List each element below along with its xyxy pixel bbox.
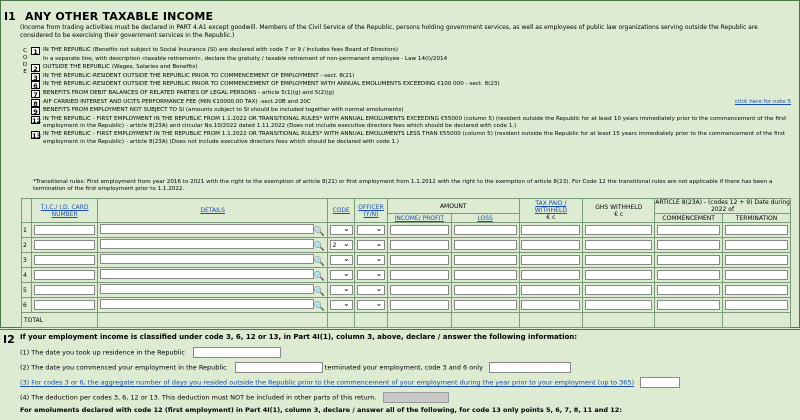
termination-header: TERMINATION	[723, 214, 791, 223]
loss-input[interactable]	[454, 225, 517, 235]
code-item	[31, 81, 791, 89]
code-description: BENEFITS FROM EMPLOYMENT NOT SUBJECT TO SI (amounts subject to SI should be included together with normal emoluments)	[43, 107, 404, 114]
row-number: 3	[22, 253, 32, 268]
officer-header: OFFICER (Y/N)	[355, 199, 388, 223]
table-row	[22, 223, 791, 238]
code-item	[31, 107, 791, 115]
row-num-header	[22, 199, 32, 223]
code-description: BENEFITS FROM DEBIT BALANCES OF RELATED PARTIES OF LEGAL PERSONS - article 5(1)(g) and 5(2)(g)	[43, 89, 335, 96]
details-header: DETAILS	[98, 199, 328, 223]
loss-input[interactable]	[454, 270, 517, 280]
code-letters: C O D E	[22, 48, 28, 75]
commenced-date-input[interactable]	[235, 362, 323, 373]
tic-input[interactable]	[34, 285, 95, 295]
tic-input[interactable]	[34, 270, 95, 280]
row-number: 5	[22, 283, 32, 298]
termination-input[interactable]	[725, 225, 788, 235]
section2-number: I2	[3, 333, 15, 346]
tax-paid-input[interactable]	[521, 270, 580, 280]
code-select[interactable]	[330, 270, 353, 280]
details-input[interactable]	[100, 254, 313, 264]
code-number-box: 9	[31, 107, 40, 115]
code-list	[31, 47, 791, 147]
code-item	[31, 116, 791, 131]
details-input[interactable]	[100, 269, 313, 279]
days-outside-line: (3) For codes 3 or 6, the aggregate number of days you resided outside the Republic prior to the commencement of your employment during the year prior to your employment (up to 365)	[20, 377, 680, 388]
table-row	[22, 298, 791, 313]
table-row	[22, 268, 791, 283]
income-table	[21, 198, 791, 328]
code-number-box: 12	[32, 116, 42, 125]
code-description: IN THE REPUBLIC-RESIDENT OUTSIDE THE REPUBLIC PRIOR TO COMMENCEMENT OF EMPLOYMENT WITH ANNUAL EMOLUMENTS EXCEEDING €100 000 - sect. 8(23)	[43, 81, 500, 88]
code-description: IN THE REPUBLIC - FIRST EMPLOYMENT IN THE REPUBLIC FROM 1.1.2022 OR TRANSITIONAL RULES* WITH ANNUAL EMOLUMENTS EXCEEDING €55000 (column 5) (resident outside the Republic for at least 10 years immediately prior to the commencement of the first employment in the Republic) - article 8(23A) and circular No.10/2022 dated 1.11.2022 (Does not include executive directors fees which should be declared with code 1.)	[43, 115, 787, 130]
row-number: 4	[22, 268, 32, 283]
ghs-input[interactable]	[585, 240, 652, 250]
code-header: CODE	[328, 199, 355, 223]
commencement-header: COMMENCEMENT	[655, 214, 723, 223]
code-number-box: 2	[31, 64, 40, 72]
termination-input[interactable]	[725, 285, 788, 295]
loss-input[interactable]	[454, 255, 517, 265]
details-input[interactable]	[100, 224, 313, 234]
terminated-date-input[interactable]	[489, 362, 571, 373]
commencement-input[interactable]	[657, 300, 720, 310]
row-number: 2	[22, 238, 32, 253]
code-item	[31, 47, 791, 55]
commencement-input[interactable]	[657, 225, 720, 235]
code-number-box: 1	[31, 47, 40, 55]
search-icon[interactable]: 🔍	[313, 256, 325, 267]
officer-select[interactable]	[357, 270, 386, 280]
search-icon[interactable]: 🔍	[313, 286, 325, 297]
code-select[interactable]	[330, 285, 353, 295]
residence-date-line: (1) The date you took up residence in the Republic	[20, 347, 281, 358]
code-description: IN THE REPUBLIC-RESIDENT OUTSIDE THE REPUBLIC PRIOR TO COMMENCEMENT OF EMPLOYMENT - sect. 8(21)	[43, 72, 355, 79]
emoluments-instructions: For emoluments declared with code 12 (first employment) in Part 4I(1), column 3, declare / answer all of the following, for code 13 only points 5, 6, 7, 8, 11 and 12:	[20, 406, 622, 414]
code-item	[31, 56, 791, 64]
code-select[interactable]	[330, 300, 353, 310]
income-input[interactable]	[390, 300, 449, 310]
income-input[interactable]	[390, 285, 449, 295]
amount-header: AMOUNT	[387, 199, 519, 214]
termination-input[interactable]	[725, 300, 788, 310]
ghs-input[interactable]	[585, 300, 652, 310]
income-input[interactable]	[390, 255, 449, 265]
termination-input[interactable]	[725, 240, 788, 250]
code-description: OUTSIDE THE REPUBLIC (Wages, Salaries and Benefits)	[43, 64, 198, 71]
loss-input[interactable]	[454, 300, 517, 310]
table-row	[22, 283, 791, 298]
code-description: AIF CARRIED INTEREST AND UCITS PERFORMANCE FEE (MIN €10000.00 TAX) -sect.20B and 20C	[43, 98, 311, 105]
officer-select[interactable]	[357, 240, 386, 250]
deduction-field	[383, 392, 449, 403]
tax-paid-header: TAX PAID / WITHHELD € c	[519, 199, 583, 223]
details-input[interactable]	[100, 239, 313, 249]
commencement-input[interactable]	[657, 285, 720, 295]
section-number: I1	[4, 10, 16, 23]
search-icon[interactable]: 🔍	[313, 241, 325, 252]
ghs-input[interactable]	[585, 225, 652, 235]
loss-header: LOSS	[451, 214, 519, 223]
code-item	[31, 131, 791, 146]
commencement-input[interactable]	[657, 270, 720, 280]
deduction-line: (4) The deduction per codes 3, 6, 12 or 13. This deduction must NOT be included in other parts of this return.	[20, 392, 449, 403]
employment-date-line: (2) The date you commenced your employment in the Republic terminated your employment, code 3 and 6 only	[20, 362, 571, 373]
code-description: IN THE REPUBLIC - FIRST EMPLOYMENT IN THE REPUBLIC FROM 1.1.2022 OR TRANSITIONAL RULES* WITH ANNUAL EMOLUMENTS LESS THAN €55000 (column 5) (resident outside the Republic for at least 15 years immediately prior to the commencement of the first employment in the Republic) - article 8(23A) (Does not include executive directors fees which should be declared with code 1.)	[43, 131, 786, 145]
ghs-input[interactable]	[585, 270, 652, 280]
residence-date-input[interactable]	[193, 347, 281, 358]
code-item	[31, 99, 791, 107]
code-item	[31, 64, 791, 72]
tic-input[interactable]	[34, 300, 95, 310]
tax-paid-input[interactable]	[521, 300, 580, 310]
days-outside-input[interactable]	[640, 377, 680, 388]
commencement-input[interactable]	[657, 240, 720, 250]
loss-input[interactable]	[454, 240, 517, 250]
tax-paid-input[interactable]	[521, 255, 580, 265]
officer-select[interactable]	[357, 285, 386, 295]
termination-input[interactable]	[725, 255, 788, 265]
transitional-rules-note: *Transitional rules: First employment from year 2016 to 2021 with the right to the exemption of article 8(21) or first employment from 1.1.2012 with the right to the exemption of article 8(23). For Code 12 the transitional rules are not applicable if there has been a termination of the first employment prior to 1.1.2022.	[33, 179, 773, 192]
code-description: In a separate line, with description «taxable retirement», declare the gratuity / taxable retirement of non-permanent employee - Law 14(I)/2014	[43, 55, 448, 62]
note-5-link[interactable]: click here for note 5	[734, 98, 791, 105]
officer-select[interactable]	[357, 300, 386, 310]
code-number-box: 6	[31, 81, 40, 89]
tic-header: T.I.C./ I.D. CARD NUMBER	[32, 199, 98, 223]
code-number-box: 3	[31, 73, 40, 81]
code-item	[31, 73, 791, 81]
tic-input[interactable]	[34, 225, 95, 235]
tic-input[interactable]	[34, 255, 95, 265]
code-select[interactable]	[330, 225, 353, 235]
code-description: IN THE REPUBLIC (Benefits not subject to Social Insurance (SI) are declared with code 7 or 9 / includes fees Board of Directors)	[43, 47, 398, 53]
code-item	[31, 90, 791, 98]
row-number: 6	[22, 298, 32, 313]
tax-paid-input[interactable]	[521, 240, 580, 250]
search-icon[interactable]: 🔍	[313, 271, 325, 282]
income-profit-header: INCOME/ PROFIT	[387, 214, 451, 223]
tax-paid-input[interactable]	[521, 285, 580, 295]
code-number-box: 7	[31, 90, 40, 98]
code-number-box: 8	[31, 99, 40, 107]
income-input[interactable]	[390, 240, 449, 250]
article-header: ARTICLE 8(23A) - (codes 12 + 9) Date during 2022 of	[655, 199, 790, 213]
ghs-header: GHS WITHHELD € c	[583, 199, 655, 223]
search-icon[interactable]: 🔍	[313, 226, 325, 237]
officer-select[interactable]	[357, 255, 386, 265]
ghs-input[interactable]	[585, 285, 652, 295]
officer-select[interactable]	[357, 225, 386, 235]
section-intro: (Income from trading activities must be declared in PART 4.A1 except goodwill. Members of the Civil Service of the Republic, persons holding government services, as well as employees of public law organizations serving outside the Republic are considered to be exercising their government services in the Republic.)	[20, 24, 758, 39]
code-select[interactable]	[330, 255, 353, 265]
ghs-input[interactable]	[585, 255, 652, 265]
commencement-input[interactable]	[657, 255, 720, 265]
total-label: TOTAL	[22, 313, 98, 328]
income-input[interactable]	[390, 225, 449, 235]
termination-input[interactable]	[725, 270, 788, 280]
section2-title: If your employment income is classified under code 3, 6, 12 or 13, in Part 4I(1), column 3, above, declare / answer the following information:	[20, 333, 578, 341]
section-title: ANY OTHER TAXABLE INCOME	[25, 10, 214, 23]
tic-input[interactable]	[34, 240, 95, 250]
tax-paid-input[interactable]	[521, 225, 580, 235]
row-number: 1	[22, 223, 32, 238]
code-number-box: 13	[32, 132, 42, 141]
code-select[interactable]: 2 ⌄	[330, 240, 353, 250]
loss-input[interactable]	[454, 285, 517, 295]
search-icon[interactable]: 🔍	[313, 301, 325, 312]
total-row	[22, 313, 791, 328]
income-input[interactable]	[390, 270, 449, 280]
table-row	[22, 253, 791, 268]
details-input[interactable]	[100, 284, 313, 294]
table-row	[22, 238, 791, 253]
details-input[interactable]	[100, 299, 313, 309]
